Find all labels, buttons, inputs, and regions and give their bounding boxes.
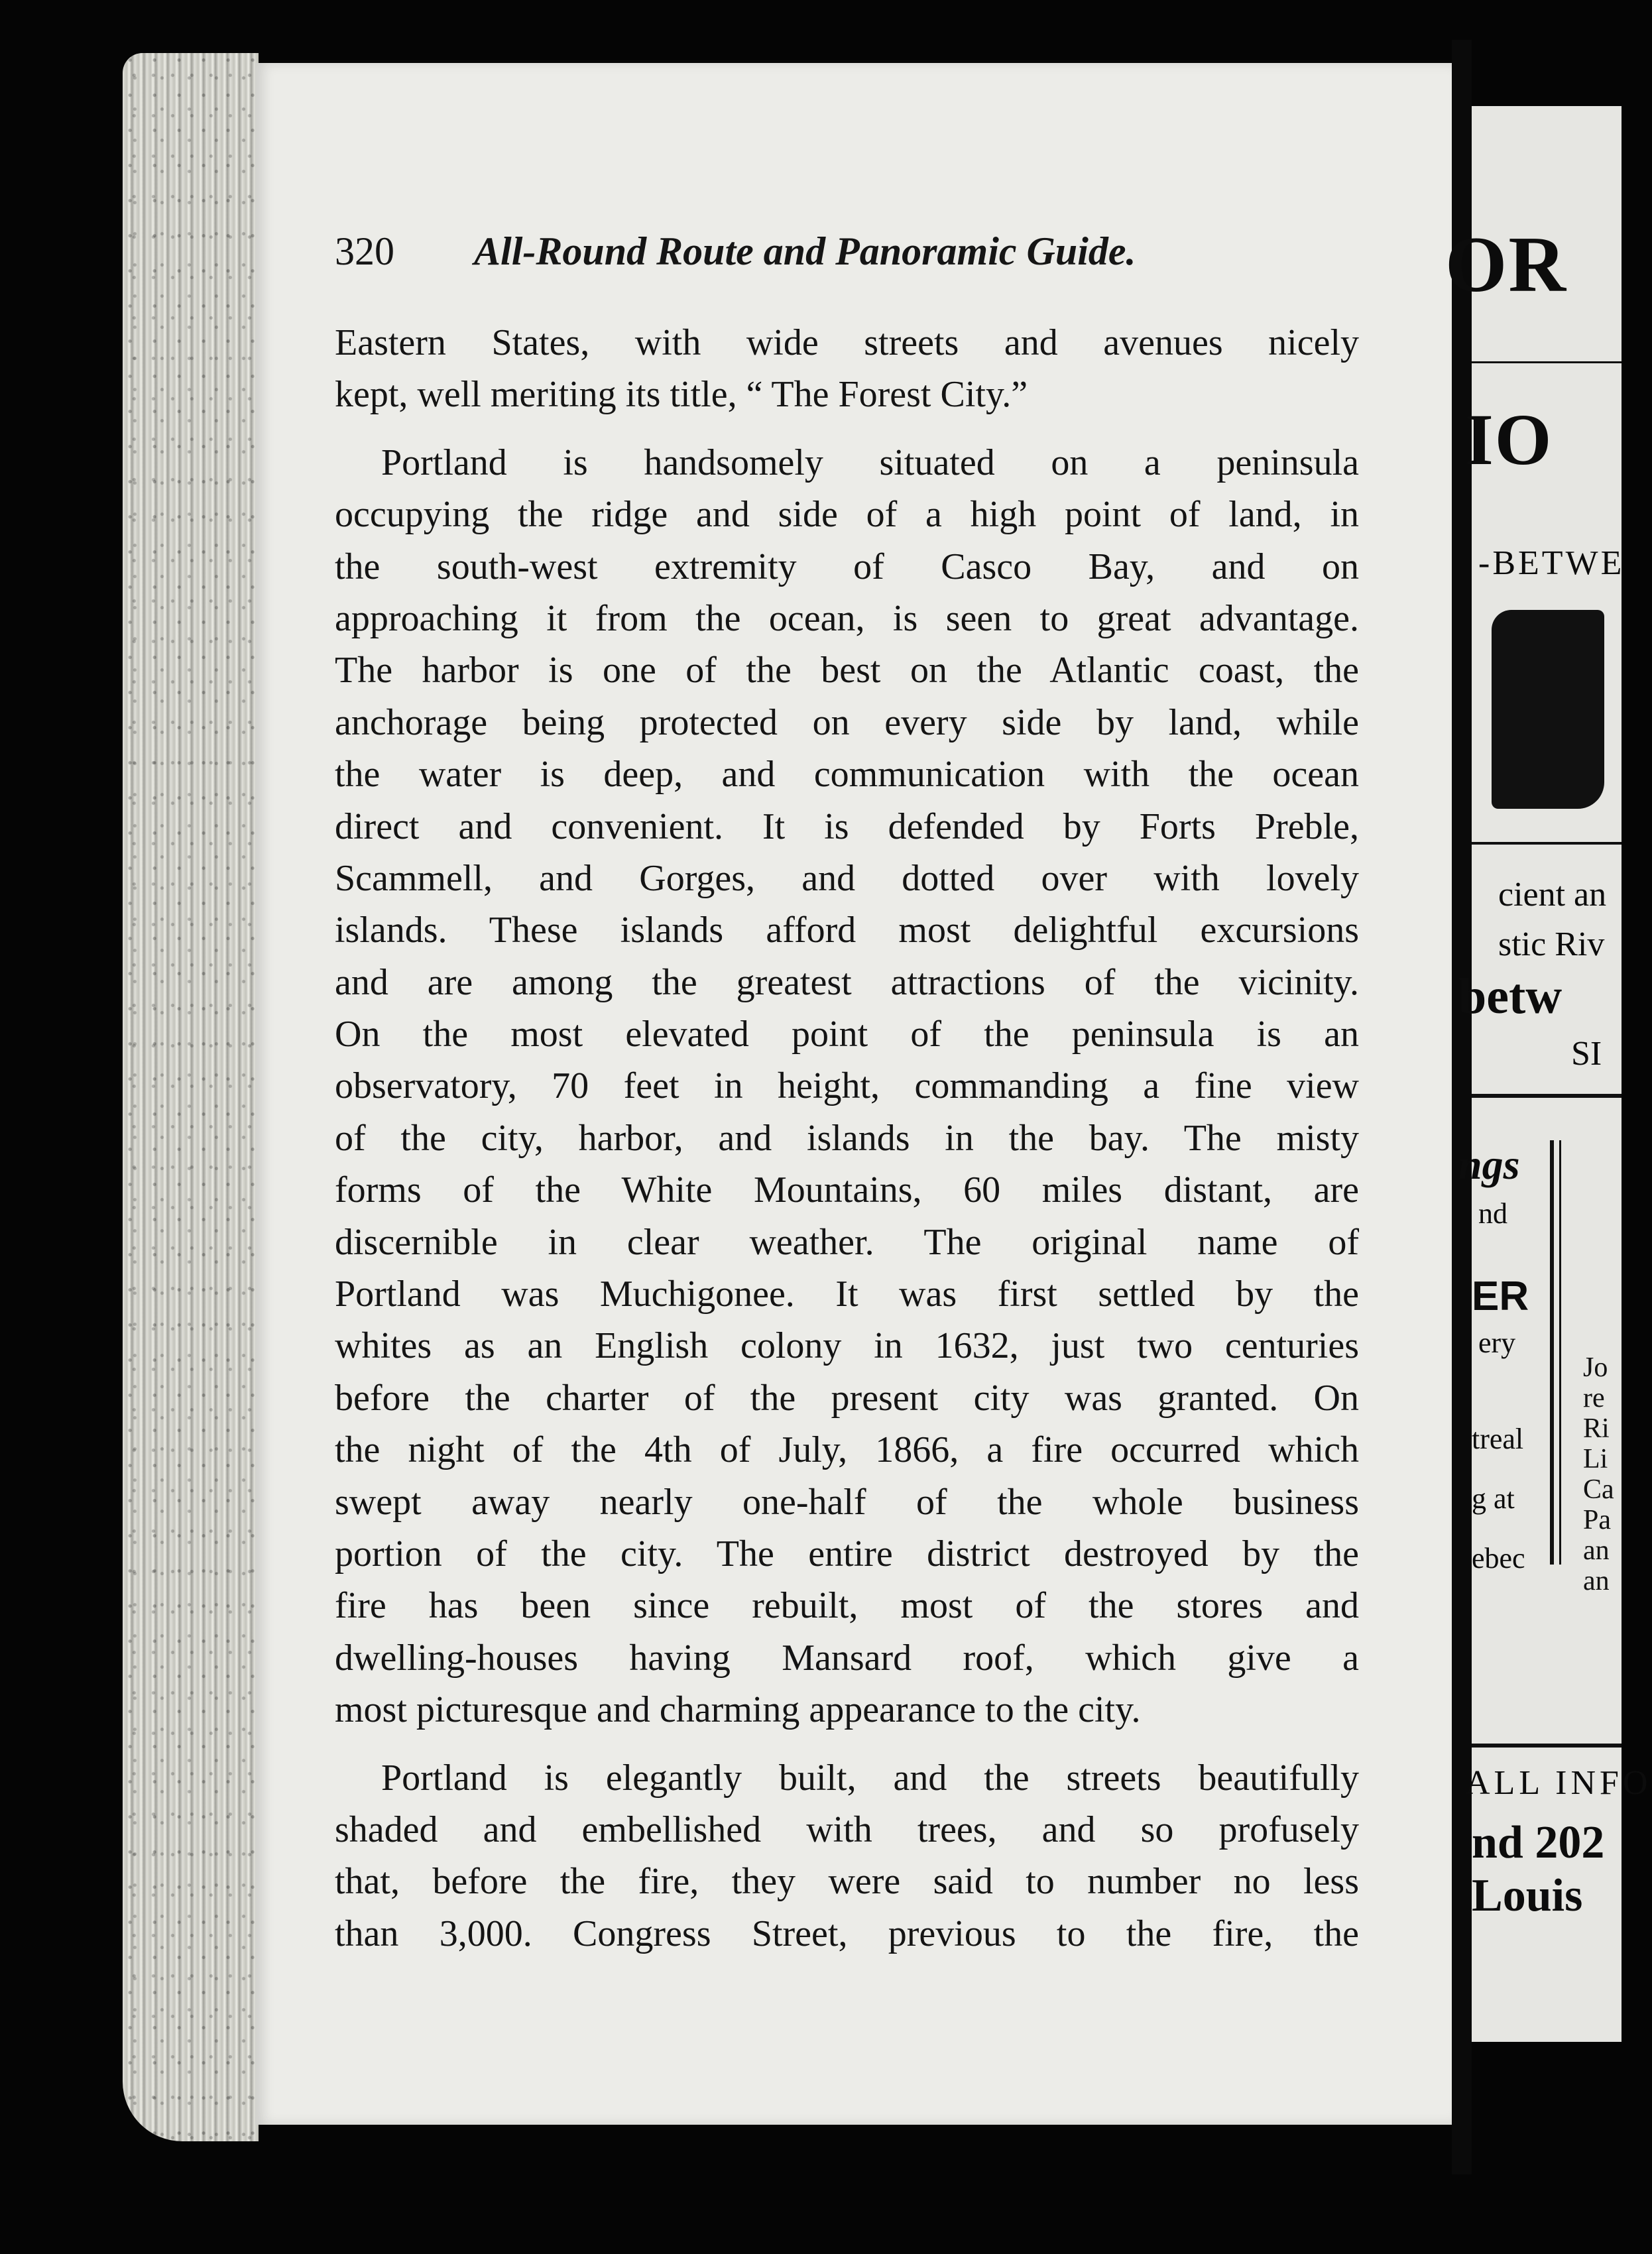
ad-rule [1472, 1094, 1622, 1098]
ad-headline-fragment: OR [1445, 220, 1567, 308]
text-line: anchorage being protected on every side by land, while [335, 701, 1359, 743]
text-line: and are among the greatest attractions of the vicinity. [335, 961, 1359, 1003]
ad-text-fragment: ery [1478, 1327, 1516, 1359]
ad-rule [1472, 1744, 1622, 1748]
ad-text-fragment: Ca [1583, 1474, 1614, 1505]
ad-text-fragment: ebec [1472, 1542, 1525, 1574]
ad-text-fragment: cient an [1498, 876, 1607, 914]
text-line: of the city, harbor, and islands in the bay. The misty [335, 1117, 1359, 1159]
text-line: dwelling-houses having Mansard roof, which give a [335, 1637, 1359, 1679]
ad-text-fragment: stic Riv [1498, 925, 1605, 963]
ad-column-letters [1583, 1352, 1614, 1596]
ad-text-fragment: Pa [1583, 1505, 1611, 1535]
text-line: forms of the White Mountains, 60 miles distant, are [335, 1169, 1359, 1211]
ad-text-fragment: nd [1478, 1197, 1507, 1230]
text-line: the water is deep, and communication with the ocean [335, 754, 1359, 796]
ad-text-fragment: an [1583, 1566, 1610, 1596]
text-line: islands. These islands afford most delightful excursions [335, 910, 1359, 951]
text-line: Portland is handsomely situated on a peninsula [381, 442, 1359, 483]
ad-text-fragment: ER [1472, 1274, 1529, 1319]
text-line: portion of the city. The entire district destroyed by the [335, 1533, 1359, 1574]
paragraph-1 [335, 317, 1359, 421]
ad-rule [1472, 361, 1622, 363]
ad-text-fragment: Jo [1583, 1352, 1608, 1383]
ad-text-fragment: g at [1472, 1482, 1515, 1515]
ad-text-fragment: ngs [1458, 1141, 1520, 1188]
ad-text-fragment: SI [1571, 1035, 1602, 1073]
text-line: fire has been since rebuilt, most of the stores and [335, 1585, 1359, 1627]
text-line: The harbor is one of the best on the Atlantic coast, the [335, 650, 1359, 691]
running-head [335, 229, 1250, 288]
book-gutter [1452, 40, 1472, 2174]
text-line: observatory, 70 feet in height, commanding a fine view [335, 1065, 1359, 1107]
ad-text-fragment: re [1583, 1383, 1605, 1413]
ornamental-initial-icon [1492, 610, 1604, 809]
paragraph-2 [335, 437, 1359, 1736]
text-line: Portland was Muchigonee. It was first settled by the [335, 1274, 1359, 1315]
text-line: kept, well meriting its title, “ The Forest City.” [335, 374, 1028, 416]
text-line: approaching it from the ocean, is seen to great advantage. [335, 597, 1359, 639]
text-line: discernible in clear weather. The original name of [335, 1221, 1359, 1263]
ad-text-fragment: an [1583, 1535, 1610, 1566]
paragraph-3 [335, 1752, 1359, 1960]
ad-text-fragment: treal [1472, 1423, 1524, 1455]
ad-column-rule [1559, 1140, 1561, 1565]
page-number: 320 [335, 229, 394, 273]
text-line: most picturesque and charming appearance to the city. [335, 1689, 1141, 1731]
page-edges [123, 53, 259, 2141]
ad-text-fragment: Ri [1583, 1413, 1610, 1444]
text-line: whites as an English colony in 1632, just two centuries [335, 1325, 1359, 1367]
text-line: that, before the fire, they were said to number no less [335, 1861, 1359, 1903]
ad-column-rule [1550, 1140, 1554, 1565]
ad-text-fragment: -BETWE [1478, 544, 1625, 582]
text-line: Eastern States, with wide streets and avenues nicely [335, 322, 1359, 363]
text-line: direct and convenient. It is defended by Forts Preble, [335, 805, 1359, 847]
text-line: the south-west extremity of Casco Bay, and on [335, 546, 1359, 587]
text-line: before the charter of the present city was granted. On [335, 1377, 1359, 1419]
ad-text-fragment: betw [1458, 969, 1563, 1024]
text-line: Scammell, and Gorges, and dotted over with lovely [335, 857, 1359, 899]
text-line: swept away nearly one-half of the whole business [335, 1481, 1359, 1523]
ad-text-fragment: Li [1583, 1444, 1608, 1474]
ad-text-fragment: Louis [1472, 1870, 1583, 1921]
text-line: occupying the ridge and side of a high point of land, in [335, 494, 1359, 536]
ad-headline-fragment: IO [1465, 399, 1553, 480]
text-line: than 3,000. Congress Street, previous to the fire, the [335, 1913, 1359, 1954]
text-line: Portland is elegantly built, and the streets beautifully [381, 1757, 1359, 1799]
running-title: All-Round Route and Panoramic Guide. [474, 229, 1136, 273]
text-line: shaded and embellished with trees, and so profusely [335, 1809, 1359, 1850]
adjacent-page-advertisement [1445, 106, 1652, 2042]
text-line: the night of the 4th of July, 1866, a fire occurred which [335, 1429, 1359, 1471]
text-line: On the most elevated point of the peninsula is an [335, 1014, 1359, 1055]
ad-text-fragment: ALL INFO [1465, 1764, 1652, 1802]
body-text [335, 317, 1359, 1960]
ad-rule [1472, 842, 1622, 845]
ad-text-fragment: nd 202 [1472, 1817, 1605, 1868]
